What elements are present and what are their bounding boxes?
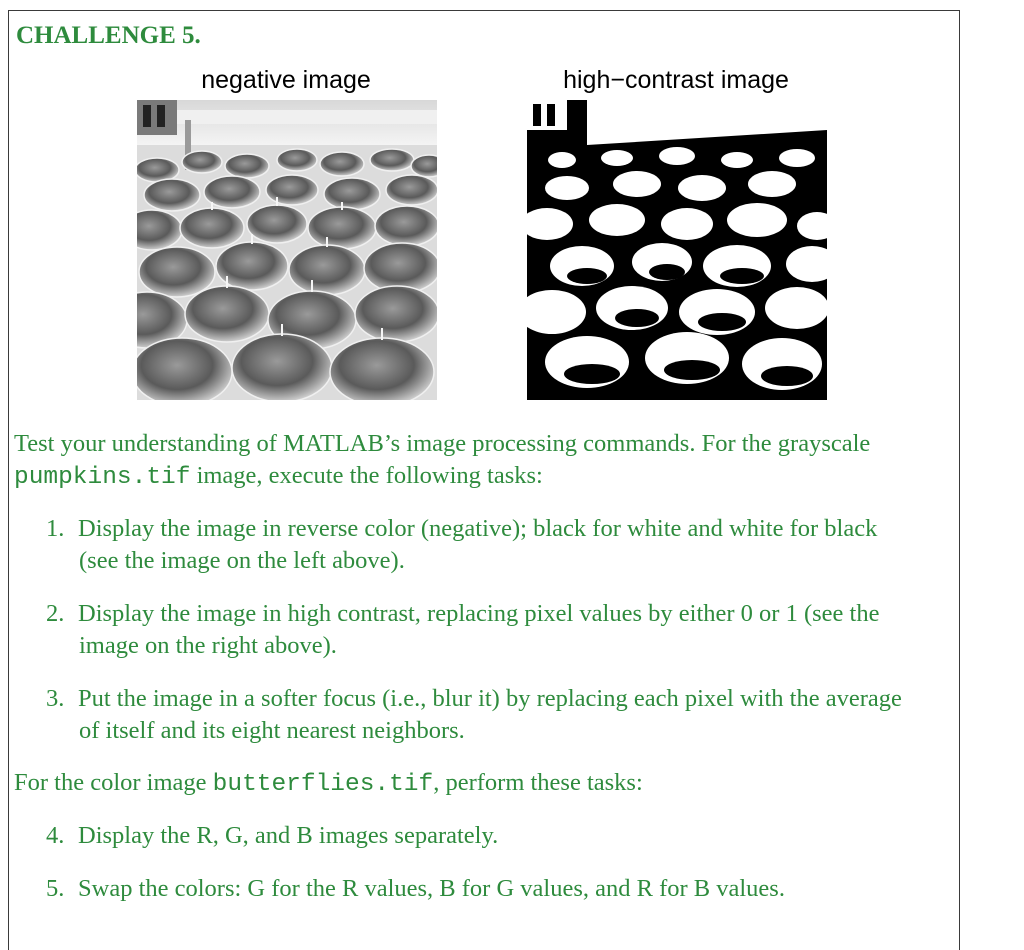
task-text-continued: (see the image on the left above). — [79, 547, 405, 574]
high-contrast-image — [527, 100, 827, 400]
task-number: 1. — [46, 515, 65, 542]
negative-image — [137, 100, 437, 400]
second-text-end: , perform these tasks: — [433, 769, 643, 796]
pumpkins-filename: pumpkins.tif — [14, 464, 191, 491]
task-number: 5. — [46, 875, 65, 902]
task-text-continued: image on the right above). — [79, 632, 337, 659]
task-text: Display the image in high contrast, replacing pixel values by either 0 or 1 (see the — [78, 600, 880, 627]
second-text: For the color image — [14, 769, 213, 796]
task-number: 2. — [46, 600, 65, 627]
negative-image-title: negative image — [201, 66, 371, 94]
task-text: Display the image in reverse color (negative); black for white and white for black — [78, 515, 878, 542]
intro-paragraph — [14, 428, 958, 494]
task-item — [46, 820, 958, 852]
high-contrast-image-title: high−contrast image — [563, 66, 789, 94]
task-text-continued: of itself and its eight nearest neighbors. — [79, 717, 465, 744]
challenge-heading: CHALLENGE 5. — [16, 22, 201, 49]
task-text: Swap the colors: G for the R values, B for G values, and R for B values. — [78, 875, 785, 902]
intro-text: Test your understanding of MATLAB’s image processing commands. For the grayscale — [14, 430, 871, 457]
task-text: Put the image in a softer focus (i.e., blur it) by replacing each pixel with the average — [78, 685, 902, 712]
task-text: Display the R, G, and B images separately. — [78, 822, 499, 849]
butterflies-filename: butterflies.tif — [212, 771, 434, 798]
task-item — [46, 873, 958, 905]
color-image-paragraph — [14, 767, 958, 801]
task-item — [46, 683, 958, 747]
intro-text-end: image, execute the following tasks: — [190, 462, 543, 489]
task-number: 4. — [46, 822, 65, 849]
task-item — [46, 598, 958, 662]
task-number: 3. — [46, 685, 65, 712]
task-item — [46, 513, 958, 577]
